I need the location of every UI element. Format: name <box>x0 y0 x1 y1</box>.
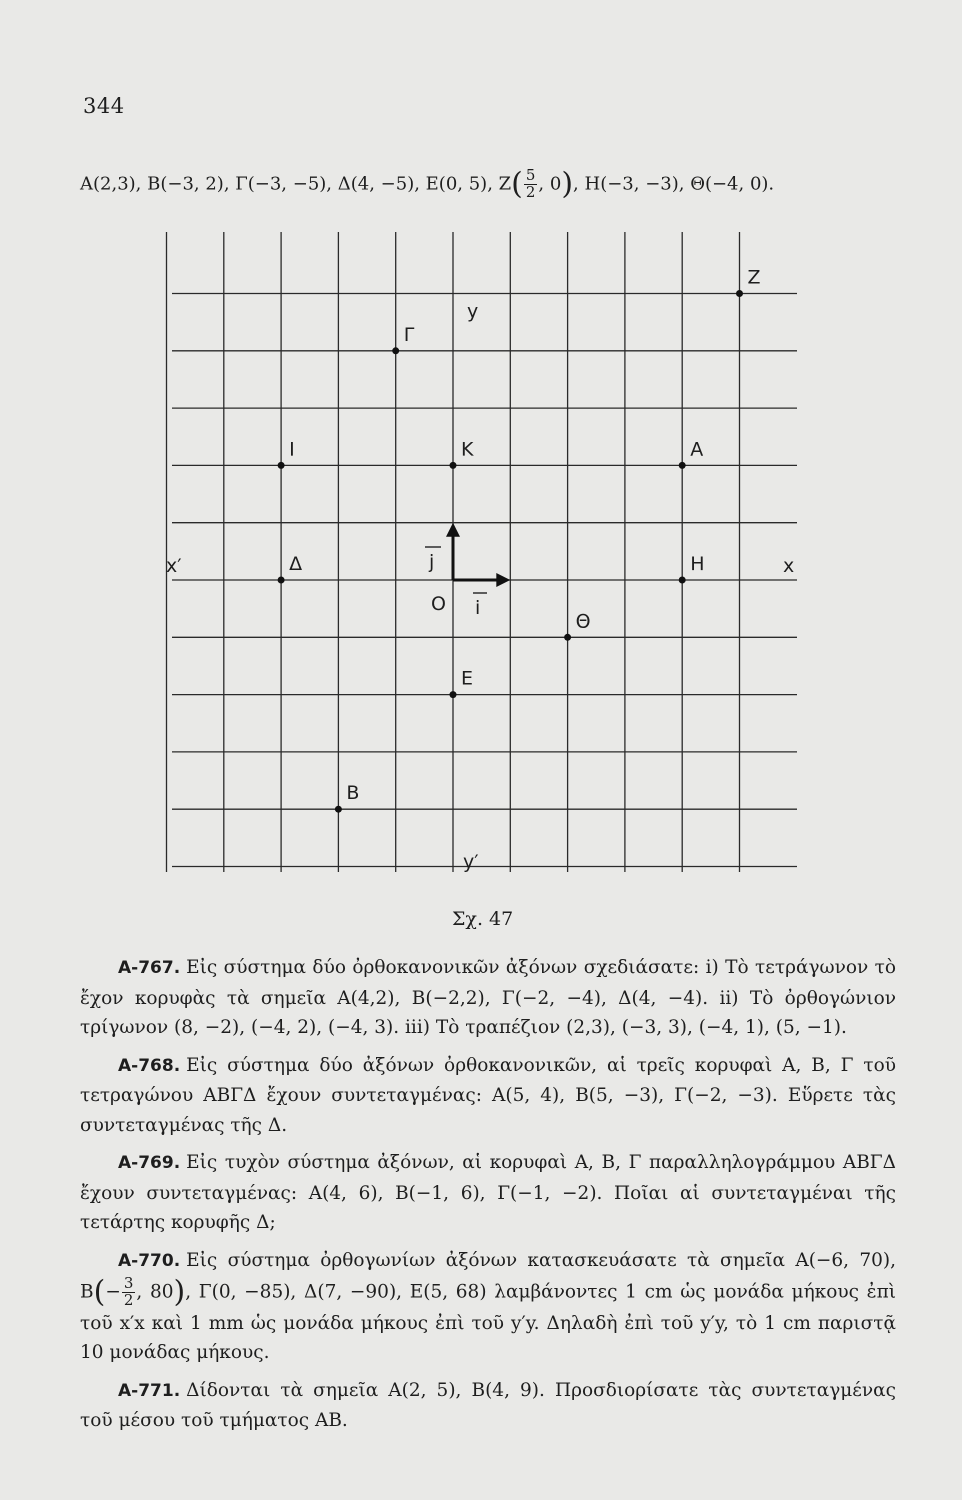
axis-label-y-prime: y′ <box>463 851 479 873</box>
plotted-points <box>278 267 761 813</box>
exercise-id: Α-768. <box>118 1055 181 1076</box>
exercise-text: Δίδονται τὰ σημεῖα Α(2, 5), Β(4, 9). Προσδιορίσατε τὰς συντεταγμένας τοῦ μέσου τοῦ τμήματος ΑΒ. <box>80 1379 896 1431</box>
exercise-id: Α-770. <box>118 1250 181 1271</box>
point-marker <box>736 290 743 297</box>
open-paren: ( <box>511 166 523 202</box>
point-label: Θ <box>575 610 591 633</box>
point-label: Ε <box>461 667 474 690</box>
coords-part-2: , Η(−3, −3), Θ(−4, 0). <box>573 173 775 195</box>
exercise-text: Εἰς σύστημα δύο ἀξόνων ὀρθοκανονικῶν, αἱ τρεῖς κορυφαὶ Α, Β, Γ τοῦ τετραγώνου ΑΒΓΔ ἔχουν συντεταγμένας: Α(5, 4), Β(5, −3), Γ(−2, −3). Εὕρετε τὰς συντεταγμένας τῆς Δ. <box>80 1054 896 1136</box>
exercise-text-b: , Γ(0, −85), Δ(7, −90), Ε(5, 68) λαμβάνοντες 1 cm ὡς μονάδα μήκους ἐπὶ τοῦ x′x καὶ 1 mm ὡς μονάδα μήκους ἐπὶ τοῦ y′y. Δηλαδὴ ἐπὶ τοῦ y′y, τὸ 1 cm παριστᾷ 10 μονάδας μήκους. <box>80 1281 896 1363</box>
exercise-769 <box>80 1148 896 1238</box>
point-marker <box>278 577 285 584</box>
b-fraction <box>122 1276 136 1309</box>
exercise-text-a: Εἰς σύστημα ὀρθογωνίων ἀξόνων κατασκευάσατε τὰ σημεῖα Α(−6, 70), Β <box>80 1249 896 1303</box>
axis-label-x: x <box>783 555 795 577</box>
point-label: Α <box>690 438 704 461</box>
z-fraction-numerator: 5 <box>525 166 536 184</box>
exercise-767 <box>80 953 896 1043</box>
page-number: 344 <box>83 94 125 118</box>
exercises <box>80 953 896 1444</box>
axis-label-x-prime: x′ <box>166 555 182 577</box>
b-frac-post: , 80 <box>136 1281 174 1303</box>
close-paren: ) <box>561 166 574 202</box>
grid-lines <box>167 232 798 872</box>
axis-label-y: y <box>467 300 479 323</box>
exercise-768 <box>80 1051 896 1141</box>
point-label: Κ <box>461 438 474 461</box>
point-label: Δ <box>289 553 303 575</box>
point-marker <box>564 634 571 641</box>
exercise-770 <box>80 1246 896 1368</box>
point-label: Η <box>690 553 705 575</box>
point-marker <box>450 691 457 698</box>
point-marker <box>392 347 399 354</box>
b-fraction-denominator: 2 <box>123 1290 134 1309</box>
point-label: Β <box>346 782 360 805</box>
point-marker <box>679 462 686 469</box>
b-fraction-numerator: 3 <box>123 1274 134 1292</box>
z-after: , 0 <box>538 173 562 195</box>
point-label: Γ <box>403 323 415 346</box>
unit-vector-i-arrowhead <box>496 573 510 587</box>
close-paren: ) <box>173 1274 186 1310</box>
exercise-id: Α-769. <box>118 1153 181 1173</box>
origin-label: O <box>431 593 446 615</box>
coords-part-1: Α(2,3), Β(−3, 2), Γ(−3, −5), Δ(4, −5), Ε(0, 5), Ζ <box>80 173 512 195</box>
point-label: Ζ <box>747 266 761 289</box>
unit-vector-j-arrowhead <box>446 523 460 537</box>
exercise-id: Α-771. <box>118 1380 181 1401</box>
exercise-id: Α-767. <box>118 958 181 978</box>
point-label: Ι <box>289 438 295 461</box>
axes <box>166 301 794 874</box>
z-fraction-denominator: 2 <box>525 182 536 201</box>
figure-caption: Σχ. 47 <box>452 908 514 930</box>
unit-vector-j-label: j <box>429 551 435 573</box>
point-marker <box>679 577 686 584</box>
b-frac-pre: − <box>105 1281 121 1303</box>
unit-vector-i-label: i <box>475 597 481 619</box>
exercise-771 <box>80 1376 896 1436</box>
exercise-text: Εἰς σύστημα δύο ὀρθοκανονικῶν ἀξόνων σχεδιάσατε: i) Τὸ τετράγωνον τὸ ἔχον κορυφὰς τὰ σημεῖα Α(4,2), Β(−2,2), Γ(−2, −4), Δ(4, −4). ii) Τὸ ὀρθογώνιον τρίγωνον (8, −2), (−4, 2), (−4, 3). iii) Τὸ τραπέζιον (2,3), (−3, 3), (−4, 1), (5, −1). <box>80 957 896 1038</box>
open-paren: ( <box>93 1274 106 1310</box>
point-marker <box>450 462 457 469</box>
point-marker <box>335 806 342 813</box>
point-marker <box>278 462 285 469</box>
exercise-text: Εἰς τυχὸν σύστημα ἀξόνων, αἱ κορυφαὶ Α, Β, Γ παραλληλογράμμου ΑΒΓΔ ἔχουν συντεταγμένας: Α(4, 6), Β(−1, 6), Γ(−1, −2). Ποῖαι αἱ συντεταγμέναι τῆς τετάρτης κορυφῆς Δ; <box>80 1152 896 1233</box>
